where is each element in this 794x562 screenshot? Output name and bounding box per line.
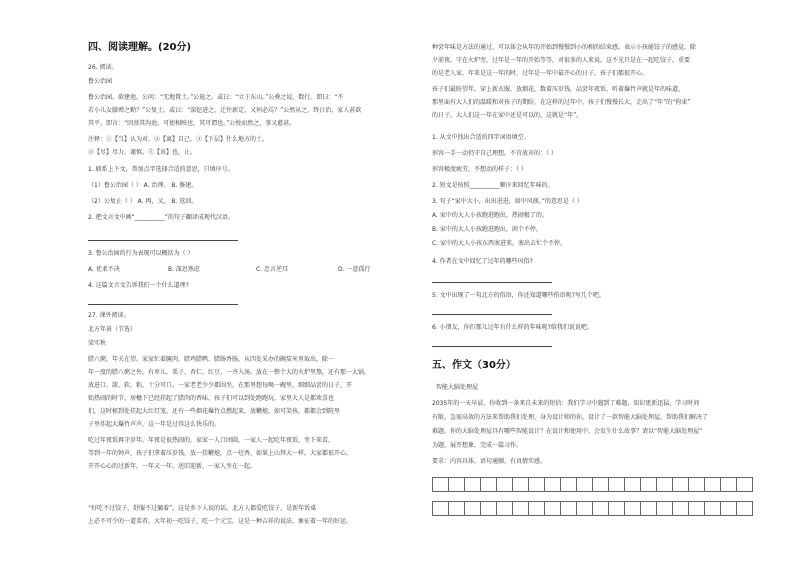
grid-cell[interactable]	[465, 502, 481, 516]
grid-cell[interactable]	[721, 478, 737, 492]
q1b: （2）公复止（ ） A. 再，又。 B. 返回。	[88, 198, 198, 205]
r3: 3. 句子“家中大小，出出进进，如中风瓶。”的意思是（ ）	[432, 198, 583, 205]
grid-cell[interactable]	[513, 478, 529, 492]
grid-cell[interactable]	[737, 478, 753, 492]
passage2-line: 等到一年的钟声，孩子们拿着压岁钱，放一挂鞭炮，点一炷香，如果上山拜大一样。大家都很开心。	[88, 450, 353, 457]
grid-cell[interactable]	[497, 502, 513, 516]
passage-line: 鲁公治园，欲建池。公问：“无地置土。”公退之。或曰：“立于东山。”公叠之说，数行。即曰：“不	[88, 94, 344, 101]
answer-line[interactable]	[88, 240, 238, 241]
grid-cell[interactable]	[721, 502, 737, 516]
left-column	[88, 0, 402, 562]
passage2-line: 年一度的腊八粥之外，有枣儿、栗子、杏仁、红豆、一齐入汤。放在一整个大的火炉里熬，还有那一大锅，	[88, 369, 371, 376]
writing-grid[interactable]	[432, 477, 753, 492]
grid-cell[interactable]	[433, 502, 449, 516]
r1a: 形容一手一动仍守自己理想，不肯放弃的：（ ）	[432, 150, 557, 157]
passage2-line: 们，这时候到处挂起大红灯笼，还有一些烟花爆竹点燃起来，放鞭炮，如可笑孩，都都会到院里	[88, 408, 341, 415]
essay-prompt-line: 难题。你的大脑处理屋具有哪些智能设计？在设计和使用中，会发生什么故事？请以“智能大脑处理屋”	[432, 428, 703, 435]
grid-cell[interactable]	[625, 502, 641, 516]
grid-cell[interactable]	[609, 478, 625, 492]
grid-cell[interactable]	[529, 502, 545, 516]
passage2-cont: 的是老人家，年来是这一年的时，过年是一年中最开心的日子，孩子们都很开心。	[432, 70, 649, 77]
passage2-cont: 孩子们最盼望年，穿上新衣服，放烟花，数着压岁钱，品尝年夜饭，听着爆竹声就是年的味道，	[432, 86, 685, 93]
q2: 2. 把文言文中画“__________”的句子翻译成现代汉语。	[88, 214, 234, 221]
passage2-line: 腊八粥，年关在望。家家忙着腌肉、腊鸡腊鸭、腊肠香肠，从四处采办的碗装米里取出，除一	[88, 356, 335, 363]
grid-cell[interactable]	[705, 502, 721, 516]
grid-cell[interactable]	[577, 502, 593, 516]
grid-cell[interactable]	[481, 502, 497, 516]
passage2-line: 始热闹的时节，房檐下已经挂起了腊肉的香味，孩子们可以到处跑跑玩，家里大人是都欢喜也	[88, 395, 335, 402]
passage2-line: 放进口，甜、软、粘，十分可口，一家老老少少都围坐，在那里想每喝一碗里，细细品尝的日子，开	[88, 382, 353, 389]
grid-cell[interactable]	[689, 478, 705, 492]
q3-option: D. 一意孤行	[338, 266, 371, 273]
r2: 2. 短文是按照__________顺序来回忆年味的。	[432, 182, 554, 189]
section5-title: 五、作文（30分）	[432, 360, 516, 371]
writing-grid[interactable]	[432, 501, 753, 516]
grid-cell[interactable]	[529, 478, 545, 492]
grid-cell[interactable]	[657, 478, 673, 492]
grid-cell[interactable]	[449, 502, 465, 516]
passage2-cont: 夕前夜，守在火炉旁，过年是一年的开始等等，对很多的人来说，这不光只是在一起吃饺子，重要	[432, 57, 691, 64]
passage2-line: 上必不可少的一道菜肴，大年初一吃饺子，吃一个元宝，这是一种吉祥的说法，象征着一年的好运。	[88, 518, 353, 525]
grid-cell[interactable]	[705, 478, 721, 492]
grid-cell[interactable]	[561, 502, 577, 516]
r3-option: A. 家中的大人小孩跑进跑出，热闹极了的。	[432, 212, 548, 219]
r1b: 形容极度疲劳，不想动的样子：（ ）	[432, 166, 527, 173]
r3-option: B. 家中的大人小孩跑进跑出，闲个不停。	[432, 226, 542, 233]
passage-line: 其平。即言：“因基其沟池，可使相映也，其可谓也。”公悦而然之，事又愈甚。	[88, 120, 296, 127]
grid-cell[interactable]	[577, 478, 593, 492]
q3-option: C. 忠言逆耳	[256, 266, 289, 273]
passage2-cont: 那里面有大人们的温暖和对孩子的期盼，在这样的过年中，孩子们慢慢长大，走出了“年”的“拘束”	[432, 99, 691, 106]
grid-cell[interactable]	[737, 502, 753, 516]
essay-title: 智能大脑处理屋	[436, 384, 479, 391]
answer-line[interactable]	[432, 282, 552, 283]
q4: 4. 这篇文言文告诉我们一个什么道理?	[88, 282, 189, 289]
answer-line[interactable]	[432, 346, 552, 347]
grid-cell[interactable]	[449, 478, 465, 492]
question-26: 26. 阅读。	[88, 64, 118, 71]
r1: 1. 从文中找出合适的四字词语填空。	[432, 134, 530, 141]
grid-cell[interactable]	[657, 502, 673, 516]
passage2-title: 北方年景（节选）	[88, 326, 137, 333]
r3-option: C. 家中的大人小孩东西塞进来，塞出去忙个不停。	[432, 240, 567, 247]
passage-line: 若小儿女膝殚之勤？”公复土。或曰：“深挖进之，迁往新定，又何必焉？”公然从之，终日治，家人甚欲	[88, 107, 362, 114]
q1: 1. 联系上下文，帮加点字选择合适的意思，只填序号。	[88, 166, 234, 173]
grid-cell[interactable]	[513, 502, 529, 516]
essay-prompt-line: 2035年的一天早晨，你收到一条来自未来的短信：我们学习中遇到了难题，知识更新迅猛，学习时间	[432, 400, 700, 407]
grid-cell[interactable]	[625, 478, 641, 492]
grid-cell[interactable]	[465, 478, 481, 492]
essay-prompt-line: 有限，急需高效的方法来帮助我们处理，身为设计师的你，设计了一款智能大脑处理屋，帮助我们解决了	[432, 414, 709, 421]
grid-cell[interactable]	[673, 478, 689, 492]
essay-requirements: 要求：内容具体，语句通顺，有真情实感。	[432, 458, 547, 465]
r5: 5. 文中出现了一句北方的俗语，你还知道哪些俗语呢?写几个吧。	[432, 292, 605, 299]
grid-cell[interactable]	[609, 502, 625, 516]
grid-cell[interactable]	[593, 502, 609, 516]
answer-line[interactable]	[88, 304, 238, 305]
r6: 6. 小朋友，你们那儿过年有什么样的年味呢?给我们说说吧。	[432, 324, 593, 331]
r4: 4. 作者在文中回忆了过年的哪些风俗?	[432, 258, 533, 265]
grid-cell[interactable]	[641, 478, 657, 492]
passage2-line: “好吃不过饺子，舒服不过躺着”，这是乡下人说的话，北方人都爱吃饺子，是新年饭桌	[88, 505, 317, 512]
notes: 注释：①【当】认为对。②【离】自己。③【下层】什么地方的土。	[88, 136, 269, 143]
q3-option: A. 优柔不决	[88, 266, 120, 273]
passage2-line: 子里炸起大爆竹声声，这一年是过得这么快乐的。	[88, 421, 221, 428]
grid-cell[interactable]	[673, 502, 689, 516]
grid-cell[interactable]	[497, 478, 513, 492]
grid-cell[interactable]	[545, 478, 561, 492]
grid-cell[interactable]	[561, 478, 577, 492]
section4-title: 四、阅读理解。(20分)	[88, 42, 192, 53]
passage2-line: 吃过年夜饭再守岁年。年夜是很热闹的，家家一人口团圆，一家人一起吃年夜饭，坐下来看，	[88, 437, 335, 444]
notes-2: ④【尽】尽力，谨慎。⑤【该】也，止。	[88, 149, 197, 156]
passage2-author: 梁实秋	[88, 340, 107, 347]
essay-prompt-line: 为题，展开想象，完成一篇习作。	[432, 442, 523, 449]
passage2-cont: 种尝年味是方法的通过，可以体会从年的开始到慢慢到小的相的结束感，表示小孩能饺子的感觉，除	[432, 44, 697, 51]
grid-cell[interactable]	[641, 502, 657, 516]
passage2-line: 开开心心的过新年，一年又一年，送旧迎新，一家人坐在一起。	[88, 463, 257, 470]
grid-cell[interactable]	[689, 502, 705, 516]
q3-option: B. 深思熟虑	[168, 266, 200, 273]
q1a: （1）鲁公治园（ ） A. 治理。 B. 修建。	[88, 182, 198, 189]
grid-cell[interactable]	[545, 502, 561, 516]
grid-cell[interactable]	[593, 478, 609, 492]
passage-title: 鲁公治园	[88, 78, 113, 85]
answer-line[interactable]	[432, 314, 552, 315]
grid-cell[interactable]	[481, 478, 497, 492]
passage2-cont: 的日子，大人们这一年在家中还是可以的，这就是“年”。	[432, 112, 583, 119]
grid-cell[interactable]	[433, 478, 449, 492]
q3: 3. 鲁公治园的行为表现可以概括为（ ）	[88, 250, 194, 257]
question-27: 27. 课外阅读。	[88, 312, 130, 319]
